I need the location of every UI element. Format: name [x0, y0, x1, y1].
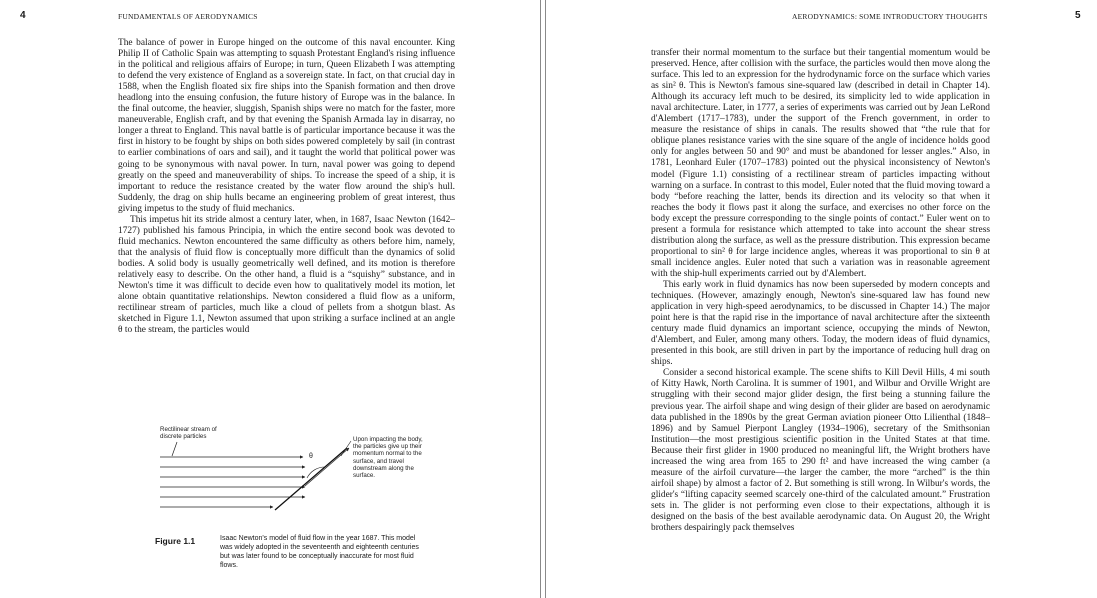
- running-head-right: AERODYNAMICS: SOME INTRODUCTORY THOUGHTS: [792, 12, 988, 21]
- paragraph: This impetus hit its stride almost a century later, when, in 1687, Isaac Newton (1642–1727) published his famous Principia, in which the entire second book was devoted to fluid mechanics. Newton encountered the same difficulty as others before him, namely, that the analysis of fluid flow is conceptually more difficult than the dynamics of solid bodies. A solid body is usually geometrically well defined, and its motion is therefore relatively easy to describe. On the other hand, a fluid is a “squishy” substance, and in Newton's time it was difficult to decide even how to qualitatively model its motion, let alone obtain quantitative relationships. Newton considered a fluid flow as a uniform, rectilinear stream of particles, much like a cloud of pellets from a shotgun blast. As sketched in Figure 1.1, Newton assumed that upon striking a surface inclined at an angle θ to the stream, the particles would: [118, 214, 455, 336]
- left-page: [0, 0, 537, 598]
- figure-caption-label: Figure 1.1: [155, 536, 196, 546]
- impact-label: Upon impacting the body, the particles give up their momentum normal to the surface, and travel downstream along the surface.: [353, 436, 423, 480]
- paragraph: This early work in fluid dynamics has now been superseded by modern concepts and techniques. (However, amazingly enough, Newton's sine-squared law has found new application in very high-speed aerodynamics, to be discussed in Chapter 14.) The major point here is that the rapid rise in the importance of naval architecture after the sixteenth century made fluid dynamics an important science, occupying the minds of Newton, d'Alembert, and Euler, among many others. Today, the modern ideas of fluid dynamics, presented in this book, are still driven in part by the importance of reducing hull drag on ships.: [651, 279, 990, 368]
- paragraph: transfer their normal momentum to the surface but their tangential momentum would be preserved. Hence, after collision with the surface, the particles would then move along the surface. This led to an expression for the hydrodynamic force on the surface which varies as sin² θ. This is Newton's famous sine-squared law (described in detail in Chapter 14). Although its accuracy left much to be desired, its simplicity led to wide application in naval architecture. Later, in 1777, a series of experiments was carried out by Jean LeRond d'Alembert (1717–1783), under the support of the French government, in order to measure the resistance of ships in canals. The results showed that “the rule that for oblique planes resistance varies with the sine square of the angle of incidence holds good only for angles between 50 and 90° and must be abandoned for lesser angles.” Also, in 1781, Leonhard Euler (1707–1783) pointed out the physical inconsistency of Newton's model (Figure 1.1) consisting of a rectilinear stream of particles impacting without warning on a surface. In contrast to this model, Euler noted that the fluid moving toward a body “before reaching the latter, bends its direction and its velocity so that when it reaches the body it flows past it along the surface, and exercises no other force on the body except the pressure corresponding to the single points of contact.” Euler went on to present a formula for resistance which attempted to take into account the shear stress distribution along the surface, as well as the pressure distribution. This expression became proportional to sin² θ for large incidence angles, whereas it was proportional to sin θ at small incidence angles. Euler noted that such a variation was in reasonable agreement with the ship-hull experiments carried out by d'Alembert.: [651, 48, 990, 279]
- angle-label: θ: [309, 453, 313, 460]
- right-page: [550, 0, 1097, 598]
- figure-1-1: [155, 424, 425, 514]
- figure-caption-text: Isaac Newton's model of fluid flow in the year 1687. This model was widely adopted in the seventeenth and eighteenth centuries but was later found to be conceptually inaccurate for most fluid flows.: [220, 535, 419, 569]
- right-body-text: [651, 48, 990, 534]
- paragraph: The balance of power in Europe hinged on the outcome of this naval encounter. King Philip II of Catholic Spain was attempting to squash Protestant England's rising influence in the political and religious affairs of Europe; in turn, Queen Elizabeth I was attempting to defend the very existence of England as a sovereign state. In fact, on that crucial day in 1588, when the English floated six fire ships into the Spanish formation and then drove headlong into the ensuing confusion, the future history of Europe was in the balance. In the final outcome, the heavier, sluggish, Spanish ships were no match for the faster, more maneuverable, English craft, and by that evening the Spanish Armada lay in disarray, no longer a threat to England. This naval battle is of particular importance because it was the first in history to be fought by ships on both sides powered completely by sail (in contrast to earlier combinations of oars and sail), and it taught the world that political power was going to be synonymous with naval power. In turn, naval power was going to depend greatly on the speed and maneuverability of ships. To increase the speed of a ship, it is important to reduce the resistance created by the water flow around the ship's hull. Suddenly, the drag on ship hulls became an engineering problem of great interest, thus giving impetus to the study of fluid mechanics.: [118, 38, 455, 214]
- paragraph: Consider a second historical example. The scene shifts to Kill Devil Hills, 4 mi south of Kitty Hawk, North Carolina. It is summer of 1901, and Wilbur and Orville Wright are struggling with their second major glider design, the first being a stunning failure the previous year. The airfoil shape and wing design of their glider are based on aerodynamic data published in the 1890s by the great German aviation pioneer Otto Lilienthal (1848–1896) and by Samuel Pierpont Langley (1934–1906), secretary of the Smithsonian Institution—the most prestigious scientific position in the United States at that time. Because their first glider in 1900 produced no meaningful lift, the Wright brothers have increased the wing area from 165 to 290 ft² and have increased the wing camber (a measure of the airfoil curvature—the larger the camber, the more “arched” is the thin airfoil shape) by almost a factor of 2. But something is still wrong. In Wilbur's words, the glider's “lifting capacity seemed scarcely one-third of the calculated amount.” Frustration sets in. The glider is not performing even close to their expectations, although it is designed on the basis of the best available aerodynamic data. On August 20, the Wright brothers despairingly pack themselves: [651, 368, 990, 534]
- left-body-text: [118, 38, 455, 336]
- page-number-right: 5: [1075, 10, 1081, 21]
- page-number-left: 4: [20, 10, 26, 21]
- book-gutter: [537, 0, 550, 598]
- stream-label: Rectilinear stream of discrete particles: [160, 426, 217, 441]
- running-head-left: FUNDAMENTALS OF AERODYNAMICS: [118, 12, 258, 21]
